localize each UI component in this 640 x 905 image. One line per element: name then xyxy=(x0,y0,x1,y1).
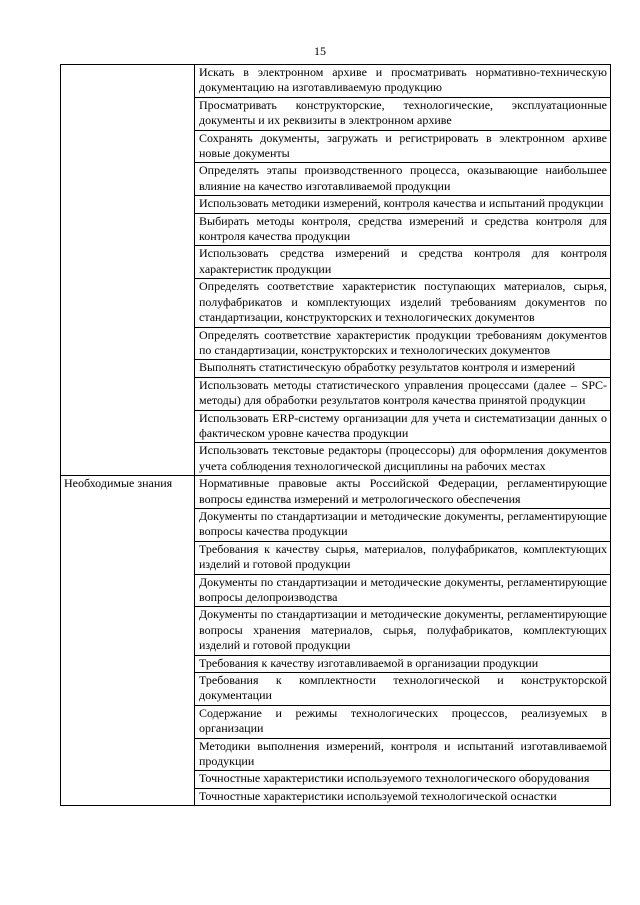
table-cell: Документы по стандартизации и методические документы, регламентирующие вопросы качества продукции xyxy=(195,508,611,541)
table-cell: Документы по стандартизации и методические документы, регламентирующие вопросы хранения материалов, сырья, полуфабрикатов, комплектующих изделий и готовой продукции xyxy=(195,607,611,655)
table-cell: Использовать методики измерений, контроля качества и испытаний продукции xyxy=(195,196,611,213)
table-cell: Выполнять статистическую обработку результатов контроля и измерений xyxy=(195,360,611,377)
table-row xyxy=(61,65,611,98)
table-cell: Использовать ERP-систему организации для учета и систематизации данных о фактическом уровне качества продукции xyxy=(195,410,611,443)
table-cell: Определять соответствие характеристик продукции требованиям документов по стандартизации, конструкторских и технологических документов xyxy=(195,327,611,360)
table-cell: Точностные характеристики используемого технологического оборудования xyxy=(195,771,611,788)
table-cell: Требования к качеству изготавливаемой в организации продукции xyxy=(195,655,611,672)
table-cell: Определять этапы производственного процесса, оказывающие наибольшее влияние на качество изготавливаемой продукции xyxy=(195,163,611,196)
table-cell: Требования к комплектности технологической и конструкторской документации xyxy=(195,673,611,706)
table-cell: Выбирать методы контроля, средства измерений и средства контроля для контроля качества продукции xyxy=(195,213,611,246)
table-cell: Нормативные правовые акты Российской Федерации, регламентирующие вопросы единства измерений и метрологического обеспечения xyxy=(195,476,611,509)
table-cell: Методики выполнения измерений, контроля и испытаний изготавливаемой продукции xyxy=(195,738,611,771)
table-cell: Определять соответствие характеристик поступающих материалов, сырья, полуфабрикатов и комплектующих изделий требованиям документов по стандартизации, конструкторских и технологических документов xyxy=(195,279,611,327)
table-cell: Просматривать конструкторские, технологические, эксплуатационные документы и их реквизиты в электронном архиве xyxy=(195,97,611,130)
table-cell: Точностные характеристики используемой технологической оснастки xyxy=(195,788,611,805)
table-cell: Искать в электронном архиве и просматривать нормативно-техническую документацию на изготавливаемую продукцию xyxy=(195,65,611,98)
page-number: 15 xyxy=(314,44,326,58)
table-cell: Требования к качеству сырья, материалов, полуфабрикатов, комплектующих изделий и готовой продукции xyxy=(195,541,611,574)
table-row xyxy=(61,476,611,509)
table-cell: Документы по стандартизации и методические документы, регламентирующие вопросы делопроизводства xyxy=(195,574,611,607)
table-cell: Сохранять документы, загружать и регистрировать в электронном архиве новые документы xyxy=(195,130,611,163)
knowledge-label: Необходимые знания xyxy=(61,476,195,806)
table-cell: Использовать методы статистического управления процессами (далее – SPC-методы) для обработки результатов контроля качества принятой продукции xyxy=(195,377,611,410)
table-cell: Содержание и режимы технологических процессов, реализуемых в организации xyxy=(195,705,611,738)
empty-label-cell xyxy=(61,65,195,476)
table-cell: Использовать текстовые редакторы (процессоры) для оформления документов учета соблюдения технологической дисциплины на рабочих местах xyxy=(195,443,611,476)
table-cell: Использовать средства измерений и средства контроля для контроля характеристик продукции xyxy=(195,246,611,279)
requirements-table xyxy=(60,64,611,806)
